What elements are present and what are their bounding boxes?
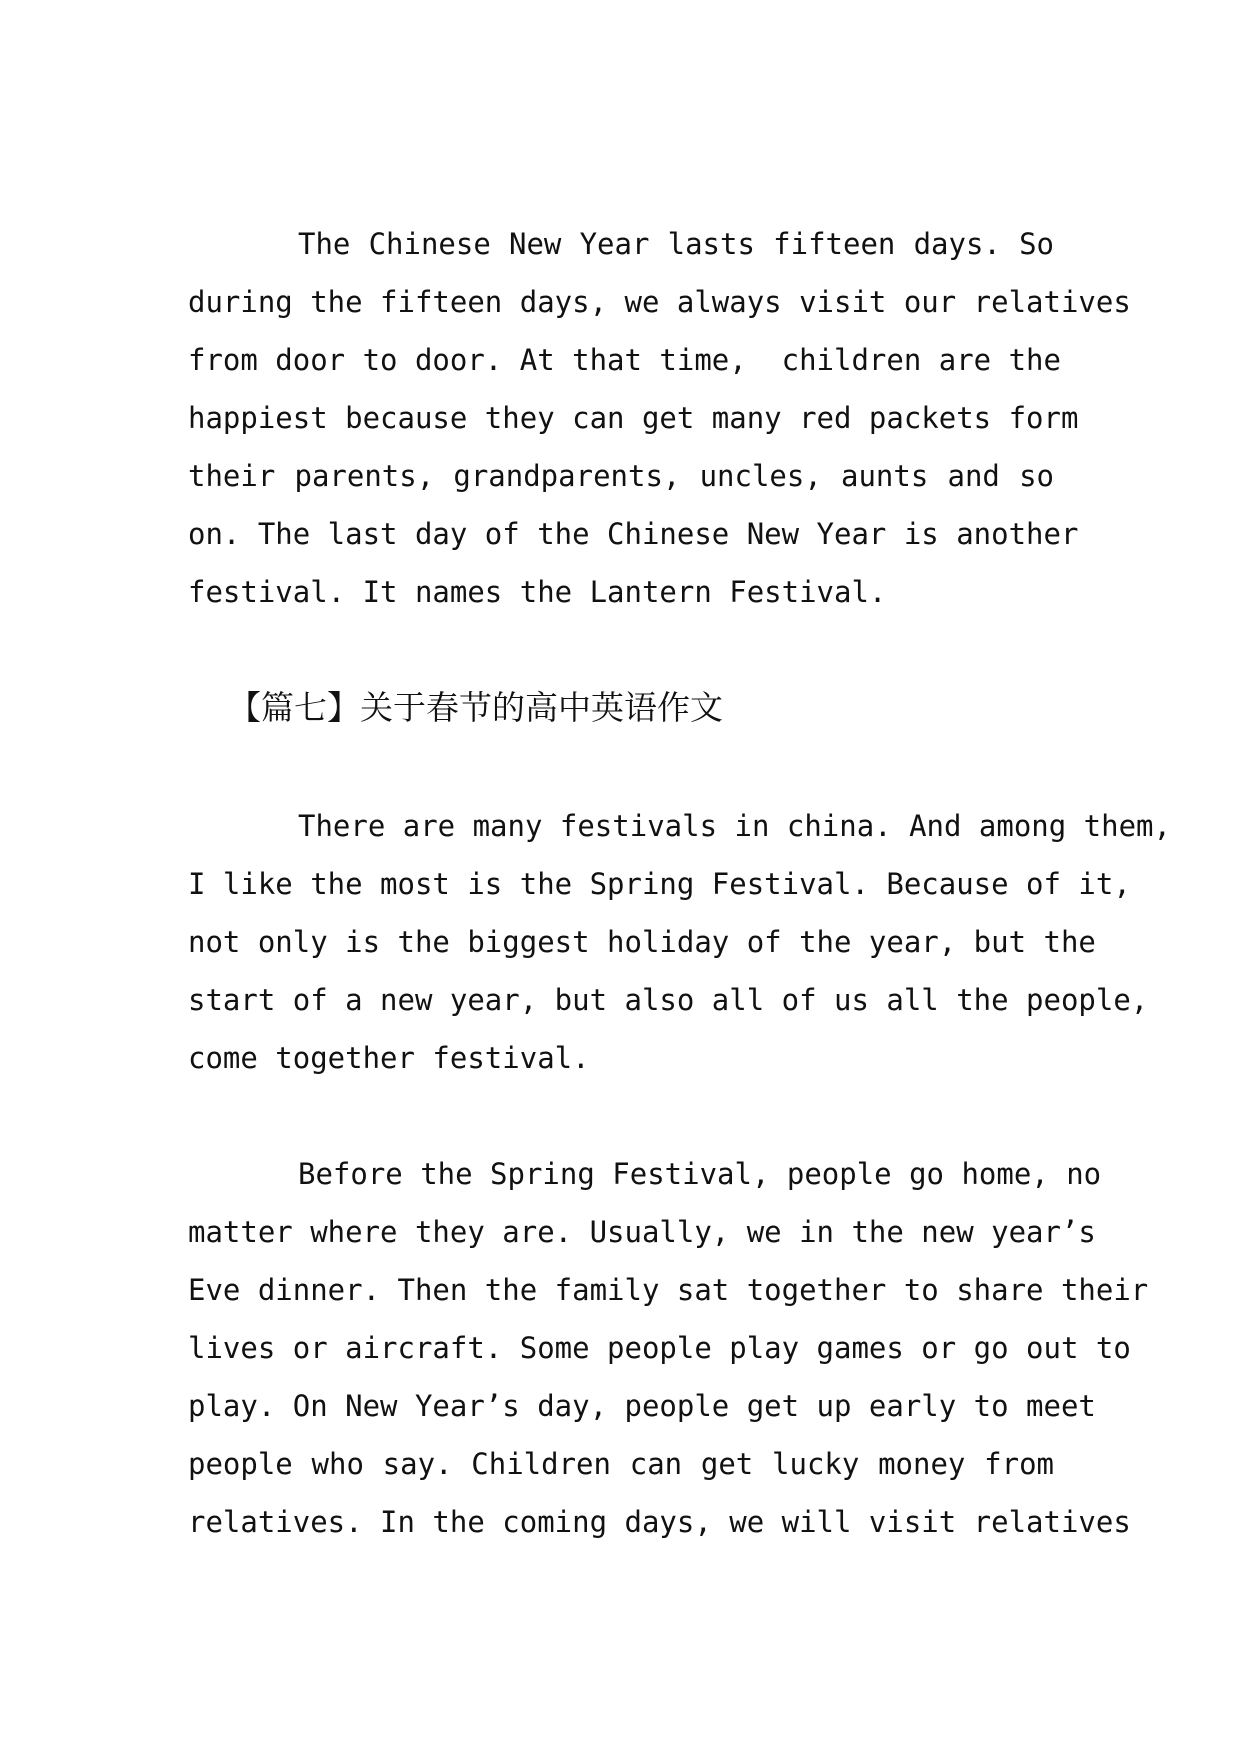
paragraph-1-line-4: happiest because they can get many red packets form xyxy=(188,401,1079,435)
paragraph-3-line-4: lives or aircraft. Some people play games or go out to xyxy=(188,1331,1131,1365)
paragraph-3-line-3: Eve dinner. Then the family sat together to share their xyxy=(188,1273,1149,1307)
paragraph-3-line-6: people who say. Children can get lucky money from xyxy=(188,1447,1054,1481)
paragraph-2-line-2: I like the most is the Spring Festival. Because of it, xyxy=(188,867,1131,901)
paragraph-3-line-7: relatives. In the coming days, we will visit relatives xyxy=(188,1505,1131,1539)
paragraph-1-line-2: during the fifteen days, we always visit our relatives xyxy=(188,285,1131,319)
paragraph-2-line-3: not only is the biggest holiday of the year, but the xyxy=(188,925,1096,959)
paragraph-2-line-4: start of a new year, but also all of us all the people, xyxy=(188,983,1149,1017)
paragraph-1-line-5: their parents, grandparents, uncles, aunts and so xyxy=(188,459,1054,493)
paragraph-3-line-2: matter where they are. Usually, we in the new year’s xyxy=(188,1215,1096,1249)
paragraph-2-line-1: There are many festivals in china. And among them, xyxy=(298,809,1171,843)
paragraph-3-line-1: Before the Spring Festival, people go home, no xyxy=(298,1157,1102,1191)
paragraph-1-line-1: The Chinese New Year lasts fifteen days. So xyxy=(298,227,1054,261)
section-heading: 【篇七】关于春节的高中英语作文 xyxy=(228,688,723,727)
paragraph-3-line-5: play. On New Year’s day, people get up early to meet xyxy=(188,1389,1096,1423)
paragraph-1-line-3: from door to door. At that time, children are the xyxy=(188,343,1061,377)
paragraph-1-line-6: on. The last day of the Chinese New Year is another xyxy=(188,517,1079,551)
paragraph-1-line-7: festival. It names the Lantern Festival. xyxy=(188,575,887,609)
paragraph-2-line-5: come together festival. xyxy=(188,1041,590,1075)
